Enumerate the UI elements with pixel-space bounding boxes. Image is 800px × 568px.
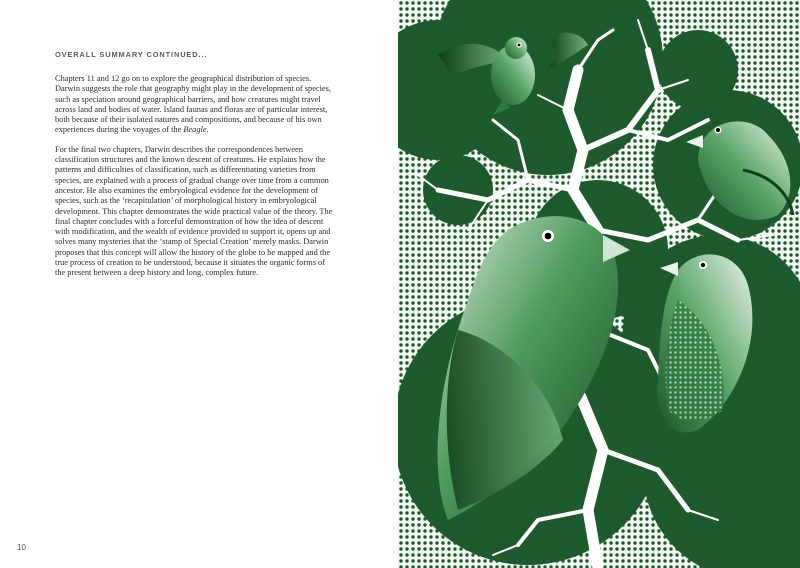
body-text [55, 74, 337, 288]
paragraph-2: For the final two chapters, Darwin describes the correspondences between classification structures and the known descent of creatures. He explains how the patterns and difficulties of classification, such as differentiating varieties from species, are explained with a process of gradual change over time from a common ancestor. He also examines the embryological evidence for the development of species, such as the ‘recapitulation’ of morphological history in embryological development. This chapter demonstrates the wide practical value of the theory. The final chapter concludes with a forceful demonstration of how the idea of descent with modification, and the wealth of evidence provided to support it, opens up and solves many mysteries that the ‘stamp of Special Creation’ merely masks. Darwin proposes that this concept will allow the history of the globe to be mapped and the true process of creation to be understood, because it situates the organic forms of the present between a deep history and long, complex future. [55, 144, 333, 278]
page-number: 10 [17, 543, 26, 552]
paragraph-1-text: Chapters 11 and 12 go on to explore the geographical distribution of species. Darwin suggests the role that geography might play in the development of species, such as speciation around geographical barriers, and how creatures might travel across land and bodies of water. Island faunas and floras are of particular interest, both because of their isolated natures and compositions, and because of his own experiences during the voyages of the [55, 74, 331, 135]
finch-illustration [398, 0, 800, 568]
paragraph-1-period: . [206, 125, 209, 135]
ship-name: Beagle [183, 125, 207, 135]
section-heading: OVERALL SUMMARY CONTINUED... [55, 50, 208, 59]
finch-illustration-svg [398, 0, 800, 568]
left-page [0, 0, 398, 568]
paragraph-1 [55, 74, 337, 136]
